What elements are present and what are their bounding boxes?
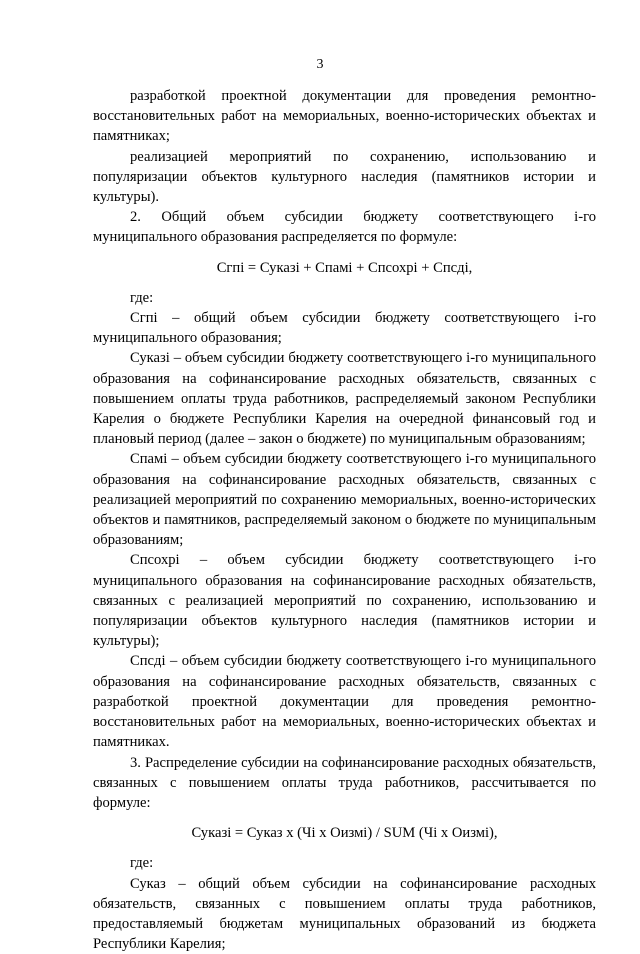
page-number: 3 [316,57,324,72]
formula-sukaz: Суказі = Суказ x (Чі x Оизмі) / SUM (Чі x Оизмі), [191,825,498,842]
where-label: где: [130,289,154,306]
definition-cgp: Сгпі – общий объем субсидии бюджету соответствующего i-го муниципального образования; [93,310,596,347]
definition-sukaz: Суказі – объем субсидии бюджету соответствующего i-го муниципального образования на софинансирование расходных обязательств, связанных с повышением оплаты труда работников, распределяемый законом Республики Карелия о бюджете Республики Карелия на очередной финансовый год и плановый период (далее – закон о бюджете) по муниципальным образованиям; [93,350,596,448]
document-body [93,86,596,954]
paragraph-clause-3: 3. Распределение субсидии на софинансирование расходных обязательств, связанных с повышением оплаты труда работников, рассчитывается по формуле: [93,754,596,811]
definition-spsd: Спсді – объем субсидии бюджету соответствующего i-го муниципального образования на софинансирование расходных обязательств, связанных с разработкой проектной документации для проведения ремонтно-восстановительных работ на мемориальных, военно-исторических объектах и памятниках. [93,653,596,751]
paragraph-clause-2: 2. Общий объем субсидии бюджету соответствующего i-го муниципального образования распределяется по формуле: [93,209,596,246]
where-label-2: где: [130,855,154,872]
definition-sukaz-total: Суказ – общий объем субсидии на софинансирование расходных обязательств, связанных с повышением оплаты труда работников, предоставляемый бюджетам муниципальных образований из бюджета Республики Карелия; [93,875,596,953]
paragraph-design-docs: разработкой проектной документации для проведения ремонтно-восстановительных работ на мемориальных, военно-исторических объектах и памятниках; [93,88,596,145]
definition-spam: Спамі – объем субсидии бюджету соответствующего i-го муниципального образования на софинансирование расходных обязательств, связанных с реализацией мероприятий по сохранению мемориальных, военно-исторических объектов и памятников, распределяемый законом о бюджете по муниципальным образованиям; [93,451,596,549]
definition-spsohr: Спсохрі – объем субсидии бюджету соответствующего i-го муниципального образования на софинансирование расходных обязательств, связанных с реализацией мероприятий по сохранению, использованию и популяризации объектов культурного наследия (памятников истории и культуры); [93,552,596,650]
paragraph-heritage: реализацией мероприятий по сохранению, использованию и популяризации объектов культурного наследия (памятников истории и культуры). [93,148,596,206]
formula-total-subsidy: Сгпі = Суказі + Спамі + Спсохрі + Спсді, [216,259,473,276]
